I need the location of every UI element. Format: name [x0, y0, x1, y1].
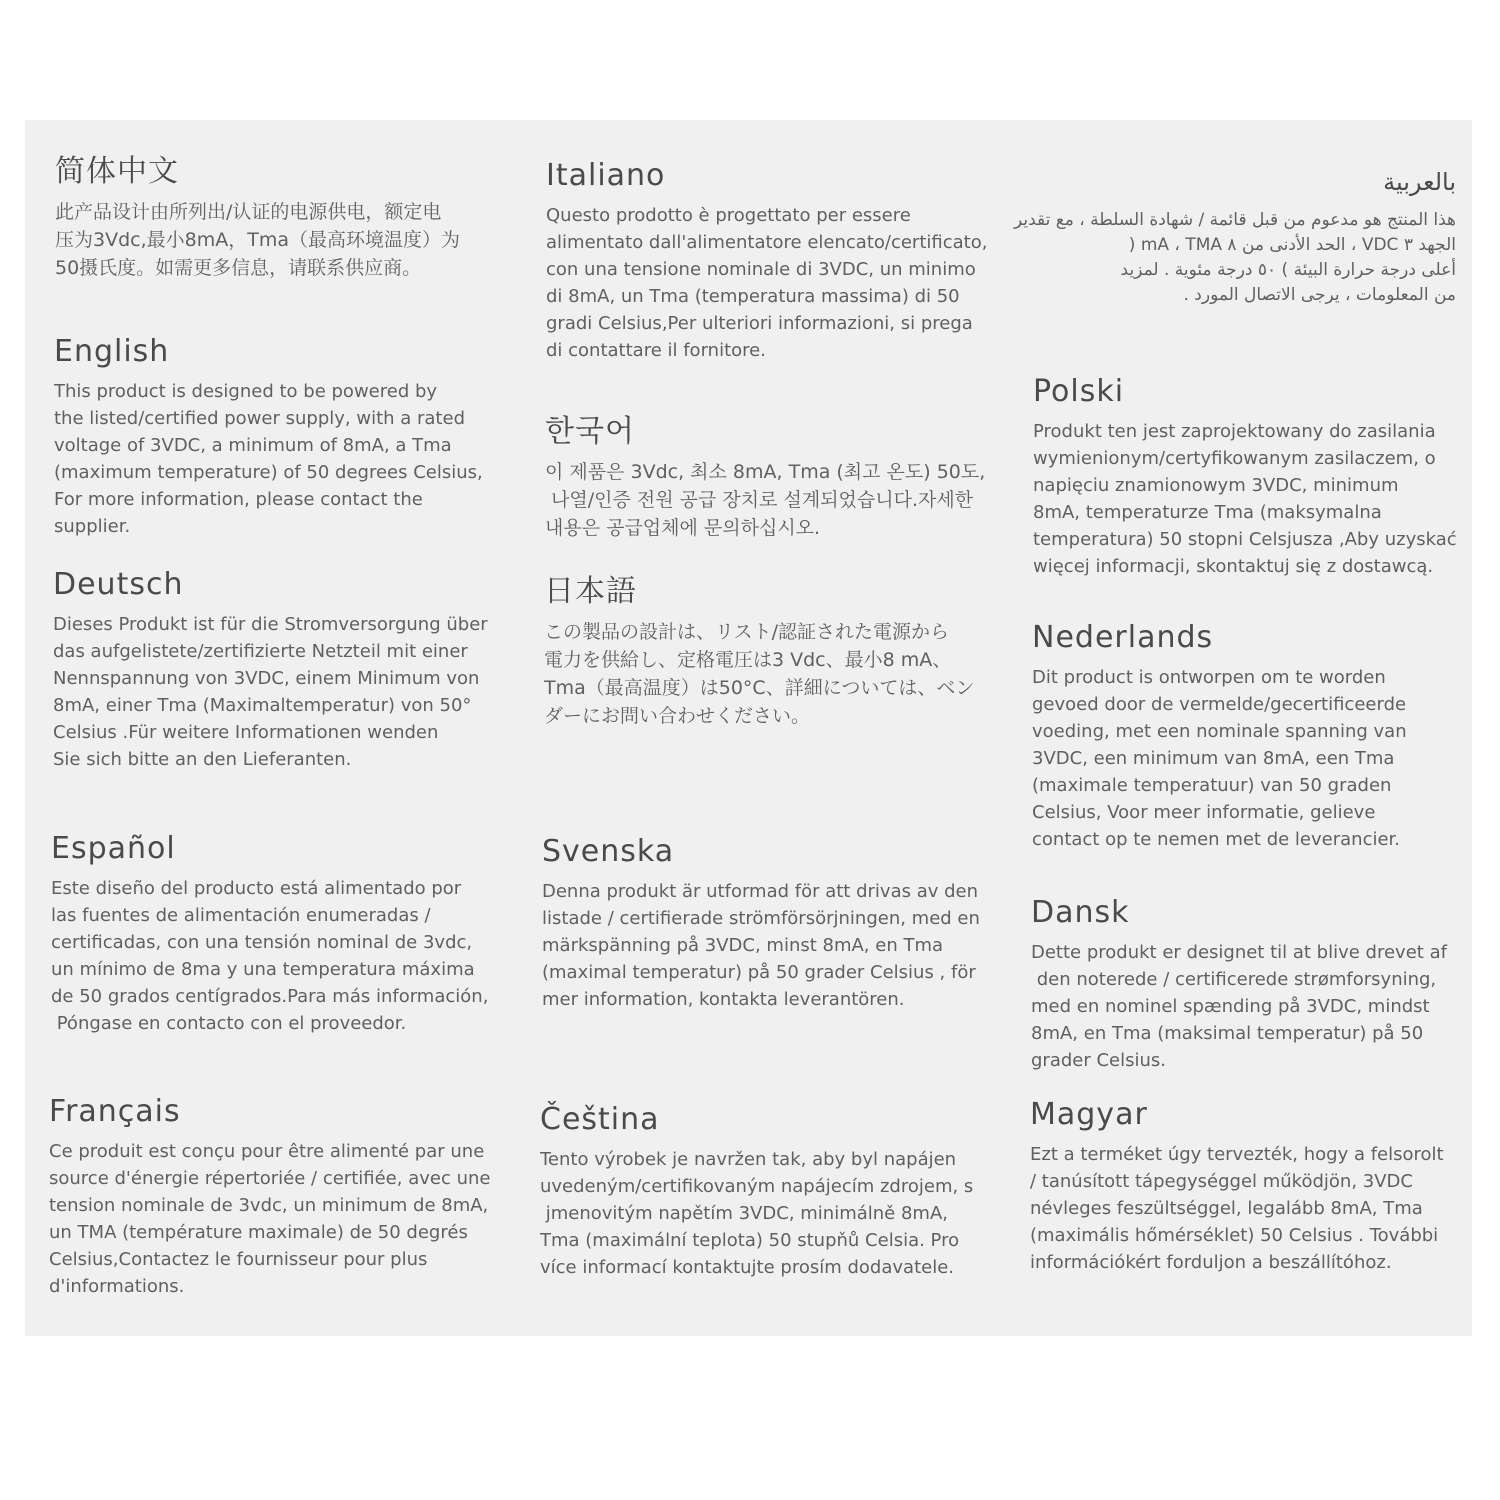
- section-title: 简体中文: [55, 154, 179, 189]
- section-francais: [49, 1092, 490, 1300]
- section-body: Este diseño del producto está alimentado por las fuentes de alimentación enumeradas / certificadas, con una tensión nominal de 3vdc, un mínimo de 8ma y una temperatura máxima de 50 grados centígrados.Para más información, Póngase en contacto con el proveedor.: [51, 878, 489, 1034]
- section-title: Polski: [1033, 374, 1125, 409]
- section-polski: [1033, 372, 1457, 580]
- section-title: Italiano: [546, 158, 666, 193]
- section-title: Español: [51, 831, 176, 866]
- section-deutsch: [53, 565, 488, 773]
- section-title: Deutsch: [53, 567, 184, 602]
- section-japanese: [544, 572, 974, 730]
- section-nederlands: [1032, 618, 1407, 853]
- section-body: Dieses Produkt ist für die Stromversorgung über das aufgelistete/zertifizierte Netzteil mit einer Nennspannung von 3VDC, einem Minimum von 8mA, einer Tma (Maximaltemperatur) von 50° Celsius .Für weitere Informationen wenden Sie sich bitte an den Lieferanten.: [53, 614, 488, 770]
- section-body: Tento výrobek je navržen tak, aby byl napájen uvedeným/certifikovaným napájecím zdrojem, s jmenovitým napětím 3VDC, minimálně 8mA, Tma (maximální teplota) 50 stupňů Celsia. Pro více informací kontaktujte prosím dodavatele.: [540, 1149, 974, 1278]
- section-title: 한국어: [545, 414, 635, 449]
- section-title: Čeština: [540, 1102, 660, 1137]
- section-body: هذا المنتج هو مدعوم من قبل قائمة / شهادة السلطة ، مع تقدير الجهد ٣ VDC ، الحد الأدنى من ٨ mA ، TMA ( أعلى درجة حرارة البيئة ) ٥٠ درجة مئوية . لمزيد من المعلومات ، يرجى الاتصال المورد .: [1013, 210, 1456, 305]
- section-svenska: [542, 832, 980, 1013]
- section-title: 日本語: [544, 574, 637, 609]
- section-title: Dansk: [1031, 895, 1130, 930]
- section-body: Dit product is ontworpen om te worden gevoed door de vermelde/gecertificeerde voeding, met een nominale spanning van 3VDC, een minimum van 8mA, een Tma (maximale temperatuur) van 50 graden Celsius, Voor meer informatie, gelieve contact op te nemen met de leverancier.: [1032, 667, 1407, 850]
- section-korean: [545, 412, 985, 542]
- section-cestina: [540, 1100, 973, 1281]
- section-title: بالعربية: [1383, 168, 1456, 196]
- section-body: 此产品设计由所列出/认证的电源供电，额定电 压为3Vdc,最小8mA，Tma（最高环境温度）为 50摄氏度。如需更多信息，请联系供应商。: [55, 201, 460, 279]
- section-body: Ezt a terméket úgy tervezték, hogy a felsorolt / tanúsított tápegységgel működjön, 3VDC névleges feszültséggel, legalább 8mA, Tma (maximális hőmérséklet) 50 Celsius . További információkért forduljon a beszállítóhoz.: [1030, 1144, 1444, 1273]
- section-title: Svenska: [542, 834, 675, 869]
- section-magyar: [1030, 1095, 1444, 1276]
- section-arabic: [1013, 162, 1456, 308]
- instruction-sheet: [25, 120, 1472, 1336]
- section-dansk: [1031, 893, 1447, 1074]
- section-chinese: [55, 152, 460, 282]
- section-title: Français: [49, 1094, 181, 1129]
- section-body: Produkt ten jest zaprojektowany do zasilania wymienionym/certyfikowanym zasilaczem, o napięciu znamionowym 3VDC, minimum 8mA, temperaturze Tma (maksymalna temperatura) 50 stopni Celsjusza ,Aby uzyskać więcej informacji, skontaktuj się z dostawcą.: [1033, 421, 1457, 577]
- section-body: この製品の設計は、リスト/認証された電源から 電力を供給し、定格電圧は3 Vdc、最小8 mA、 Tma（最高温度）は50°C、詳細については、ベン ダーにお問い合わせください。: [544, 621, 975, 727]
- section-title: English: [54, 334, 170, 369]
- section-title: Nederlands: [1032, 620, 1214, 655]
- section-body: Ce produit est conçu pour être alimenté par une source d'énergie répertoriée / certifiée, avec une tension nominale de 3vdc, un minimum de 8mA, un TMA (température maximale) de 50 degrés Celsius,Contactez le fournisseur pour plus d'informations.: [49, 1141, 491, 1297]
- section-italiano: [546, 156, 987, 364]
- section-body: This product is designed to be powered by the listed/certified power supply, with a rated voltage of 3VDC, a minimum of 8mA, a Tma (maximum temperature) of 50 degrees Celsius, For more information, please contact the supplier.: [54, 381, 483, 537]
- section-title: Magyar: [1030, 1097, 1148, 1132]
- section-body: Denna produkt är utformad för att drivas av den listade / certifierade strömförsörjningen, med en märkspänning på 3VDC, minst 8mA, en Tma (maximal temperatur) på 50 grader Celsius , för mer information, kontakta leverantören.: [542, 881, 980, 1010]
- section-body: Questo prodotto è progettato per essere alimentato dall'alimentatore elencato/certificato, con una tensione nominale di 3VDC, un minimo di 8mA, un Tma (temperatura massima) di 50 gradi Celsius,Per ulteriori informazioni, si prega di contattare il fornitore.: [546, 205, 988, 361]
- section-body: Dette produkt er designet til at blive drevet af den noterede / certificerede strømforsyning, med en nominel spænding på 3VDC, mindst 8mA, en Tma (maksimal temperatur) på 50 grader Celsius.: [1031, 942, 1447, 1071]
- section-body: 이 제품은 3Vdc, 최소 8mA, Tma (최고 온도) 50도, 나열/인증 전원 공급 장치로 설계되었습니다.자세한 내용은 공급업체에 문의하십시오.: [545, 461, 986, 539]
- section-espanol: [51, 829, 488, 1037]
- section-english: [54, 332, 483, 540]
